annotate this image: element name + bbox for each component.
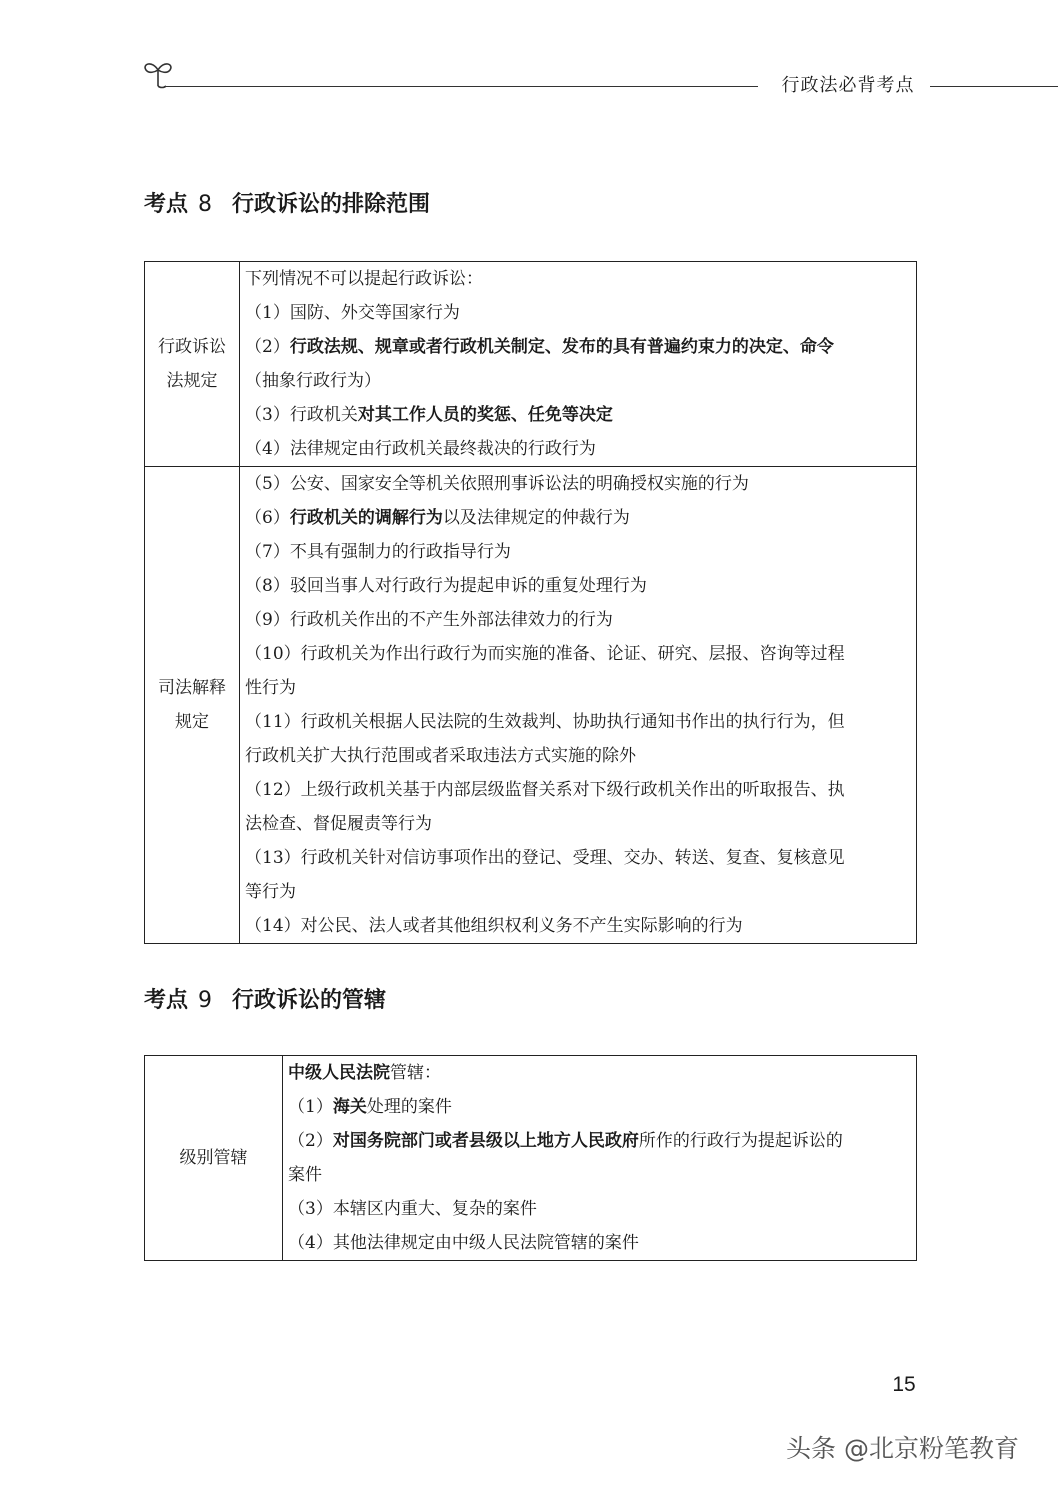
content-line: [288, 1056, 912, 1090]
text-segment: （14）对公民、法人或者其他组织权利义务不产生实际影响的行为: [245, 916, 743, 936]
emphasized-text: 中级人民法院: [288, 1063, 390, 1083]
text-segment: 性行为: [245, 678, 296, 698]
table-row: [145, 262, 917, 467]
content-line: [245, 467, 912, 501]
text-segment: 行政机关扩大执行范围或者采取违法方式实施的除外: [245, 746, 636, 766]
content-line: [245, 705, 912, 739]
content-line: [245, 671, 912, 705]
section-9-heading: [144, 986, 386, 1016]
text-segment: 以及法律规定的仲裁行为: [442, 508, 630, 528]
section-8-heading: [144, 190, 430, 220]
content-line: [245, 875, 912, 909]
section-8-prefix: 考点: [144, 192, 189, 217]
row-label-line: 级别管辖: [179, 1148, 248, 1168]
text-segment: （抽象行政行为）: [245, 371, 381, 391]
emphasized-text: 海关: [332, 1097, 367, 1117]
content-line: [245, 603, 912, 637]
table-row: [145, 1056, 917, 1261]
content-line: [245, 841, 912, 875]
content-line: [245, 296, 912, 330]
content-line: [245, 501, 912, 535]
running-header-title: 行政法必背考点: [781, 75, 915, 96]
row-label-line: 司法解释: [158, 678, 226, 698]
row-content: [240, 467, 917, 944]
content-line: [245, 364, 912, 398]
text-segment: （9）行政机关作出的不产生外部法律效力的行为: [245, 610, 613, 630]
sprout-logo-icon: [140, 54, 176, 90]
row-content: [240, 262, 917, 467]
text-segment: 法检查、督促履责等行为: [245, 814, 432, 834]
text-segment: （6）: [245, 508, 290, 528]
section-9-prefix: 考点: [144, 988, 189, 1013]
content-line: [288, 1226, 912, 1260]
text-segment: （4）其他法律规定由中级人民法院管辖的案件: [288, 1233, 639, 1253]
text-segment: （3）行政机关: [245, 405, 358, 425]
text-segment: （12）上级行政机关基于内部层级监督关系对下级行政机关作出的听取报告、执: [245, 780, 845, 800]
emphasized-text: 对其工作人员的奖惩、任免等决定: [357, 405, 613, 425]
text-segment: 处理的案件: [366, 1097, 452, 1117]
text-segment: （2）: [288, 1131, 333, 1151]
row-label-line: 行政诉讼: [158, 337, 226, 357]
jurisdiction-table: [144, 1055, 917, 1261]
content-line: [245, 569, 912, 603]
text-segment: 下列情况不可以提起行政诉讼：: [245, 269, 483, 289]
content-line: [245, 637, 912, 671]
source-watermark: 头条 @北京粉笔教育: [786, 1434, 1019, 1463]
row-label: [145, 262, 240, 467]
emphasized-text: 行政法规、规章或者行政机关制定、发布的具有普遍约束力的决定、命令: [289, 337, 834, 357]
content-line: [245, 535, 912, 569]
content-line: [288, 1158, 912, 1192]
row-label: [145, 1056, 283, 1261]
exclusion-scope-table: [144, 261, 917, 944]
content-line: [288, 1090, 912, 1124]
text-segment: （1）国防、外交等国家行为: [245, 303, 460, 323]
page-number: 15: [892, 1373, 916, 1396]
text-segment: 所作的行政行为提起诉讼的: [638, 1131, 843, 1151]
content-line: [245, 398, 912, 432]
text-segment: （5）公安、国家安全等机关依照刑事诉讼法的明确授权实施的行为: [245, 474, 749, 494]
section-9-title: 行政诉讼的管辖: [232, 988, 387, 1013]
content-line: [245, 432, 912, 466]
text-segment: （1）: [288, 1097, 333, 1117]
text-segment: （8）驳回当事人对行政行为提起申诉的重复处理行为: [245, 576, 647, 596]
text-segment: （13）行政机关针对信访事项作出的登记、受理、交办、转送、复查、复核意见: [245, 848, 845, 868]
section-8-number: 8: [198, 192, 213, 217]
table-row: [145, 467, 917, 944]
row-label-line: 规定: [175, 712, 209, 732]
content-line: [288, 1192, 912, 1226]
row-content: [283, 1056, 917, 1261]
section-9-number: 9: [198, 988, 213, 1013]
text-segment: （4）法律规定由行政机关最终裁决的行政行为: [245, 439, 596, 459]
text-segment: （2）: [245, 337, 290, 357]
text-segment: （7）不具有强制力的行政指导行为: [245, 542, 511, 562]
row-label-line: 法规定: [166, 371, 218, 391]
content-line: [245, 807, 912, 841]
content-line: [245, 330, 912, 364]
content-line: [245, 773, 912, 807]
text-segment: （3）本辖区内重大、复杂的案件: [288, 1199, 537, 1219]
section-8-title: 行政诉讼的排除范围: [232, 192, 431, 217]
content-line: [245, 909, 912, 943]
text-segment: （11）行政机关根据人民法院的生效裁判、协助执行通知书作出的执行行为，但: [245, 712, 845, 732]
text-segment: 管辖：: [390, 1063, 441, 1083]
header-rule-left: [164, 86, 758, 87]
emphasized-text: 对国务院部门或者县级以上地方人民政府: [332, 1131, 639, 1151]
text-segment: 案件: [288, 1165, 322, 1185]
content-line: [288, 1124, 912, 1158]
emphasized-text: 行政机关的调解行为: [289, 508, 443, 528]
content-line: [245, 262, 912, 296]
text-segment: （10）行政机关为作出行政行为而实施的准备、论证、研究、层报、咨询等过程: [245, 644, 845, 664]
header-rule-right: [930, 86, 1058, 87]
row-label: [145, 467, 240, 944]
text-segment: 等行为: [245, 882, 296, 902]
content-line: [245, 739, 912, 773]
